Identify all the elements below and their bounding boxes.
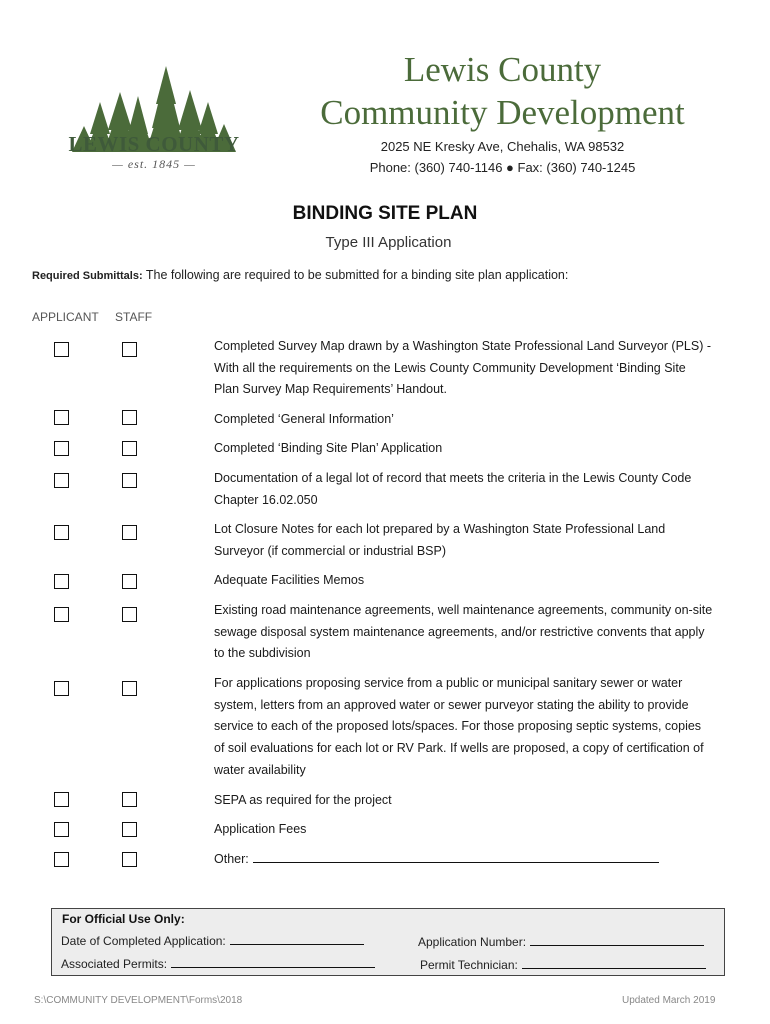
- staff-checkbox[interactable]: [122, 574, 137, 589]
- staff-checkbox[interactable]: [122, 822, 137, 837]
- checklist-item: Adequate Facilities Memos: [214, 573, 365, 587]
- checklist-item: Application Fees: [214, 822, 307, 836]
- staff-checkbox[interactable]: [122, 607, 137, 622]
- applicant-checkbox[interactable]: [54, 852, 69, 867]
- applicant-checkbox[interactable]: [54, 822, 69, 837]
- checklist-item: For applications proposing service from a public or municipal sanitary sewer or water system, letters from an approved water or sewer purveyor stating the ability to provide service to each of the proposed lots/spaces. For those proposing septic systems, copies of soil evaluations for each lot or RV Park. If wells are proposed, a copy of certification of water availability: [214, 676, 704, 777]
- applicant-checkbox[interactable]: [54, 525, 69, 540]
- staff-checkbox[interactable]: [122, 681, 137, 696]
- application-number-line[interactable]: [530, 934, 704, 946]
- staff-checkbox[interactable]: [122, 473, 137, 488]
- staff-checkbox[interactable]: [122, 342, 137, 357]
- required-submittals-text: The following are required to be submitted for a binding site plan application:: [142, 268, 569, 282]
- applicant-checkbox[interactable]: [54, 342, 69, 357]
- checklist-item: Completed ‘Binding Site Plan’ Application: [214, 441, 443, 455]
- form-subtitle: Type III Application: [325, 234, 452, 251]
- required-submittals-line: [32, 268, 568, 282]
- date-completed-line[interactable]: [230, 933, 364, 945]
- staff-checkbox[interactable]: [122, 525, 137, 540]
- agency-name-line2: Community Development: [320, 93, 685, 132]
- checklist-item: Completed ‘General Information’: [214, 412, 394, 426]
- permit-technician-label: Permit Technician:: [420, 958, 518, 972]
- applicant-checkbox[interactable]: [54, 410, 69, 425]
- logo-established: — est. 1845 —: [112, 157, 196, 171]
- agency-phone-fax: Phone: (360) 740-1146 ● Fax: (360) 740-1245: [369, 160, 636, 175]
- permit-technician-line[interactable]: [522, 957, 706, 969]
- date-completed-label: Date of Completed Application:: [61, 934, 226, 948]
- other-input-line[interactable]: [253, 850, 659, 863]
- other-label: Other:: [214, 852, 249, 866]
- associated-permits-label: Associated Permits:: [61, 957, 168, 971]
- column-header-staff: STAFF: [115, 310, 153, 324]
- required-submittals-label: Required Submittals:: [32, 270, 143, 282]
- application-number-label: Application Number:: [418, 935, 527, 949]
- form-title: BINDING SITE PLAN: [292, 203, 478, 224]
- footer-updated-date: Updated March 2019: [622, 995, 716, 1006]
- logo-county-name: LEWIS COUNTY: [68, 132, 240, 156]
- applicant-checkbox[interactable]: [54, 441, 69, 456]
- applicant-checkbox[interactable]: [54, 681, 69, 696]
- checklist-item: Existing road maintenance agreements, well maintenance agreements, community on-site sewage disposal system maintenance agreements, and/or restrictive convents that apply to the subdivision: [214, 603, 713, 661]
- associated-permits-field: [61, 956, 375, 971]
- staff-checkbox[interactable]: [122, 792, 137, 807]
- column-header-applicant: APPLICANT: [32, 310, 99, 324]
- agency-name-line1: Lewis County: [403, 50, 602, 89]
- staff-checkbox[interactable]: [122, 441, 137, 456]
- checklist-item: SEPA as required for the project: [214, 793, 392, 807]
- official-use-title: For Official Use Only:: [62, 912, 185, 926]
- staff-checkbox[interactable]: [122, 852, 137, 867]
- associated-permits-line[interactable]: [171, 956, 375, 968]
- checklist-item: Lot Closure Notes for each lot prepared by a Washington State Professional Land Surveyor (if commercial or industrial BSP): [214, 522, 666, 558]
- date-completed-field: [61, 933, 364, 948]
- application-number-field: [418, 934, 704, 949]
- applicant-checkbox[interactable]: [54, 473, 69, 488]
- applicant-checkbox[interactable]: [54, 574, 69, 589]
- checklist-item: Documentation of a legal lot of record that meets the criteria in the Lewis County Code Chapter 16.02.050: [214, 471, 692, 507]
- checklist-item-other: [214, 849, 714, 871]
- permit-technician-field: [420, 957, 706, 972]
- staff-checkbox[interactable]: [122, 410, 137, 425]
- applicant-checkbox[interactable]: [54, 607, 69, 622]
- checklist-item: Completed Survey Map drawn by a Washington State Professional Land Surveyor (PLS) - With all the requirements on the Lewis County Community Development ‘Binding Site Plan Survey Map Requirements’ Handout.: [214, 339, 712, 397]
- footer-file-path: S:\COMMUNITY DEVELOPMENT\Forms\2018: [34, 995, 243, 1006]
- applicant-checkbox[interactable]: [54, 792, 69, 807]
- agency-address: 2025 NE Kresky Ave, Chehalis, WA 98532: [380, 139, 625, 154]
